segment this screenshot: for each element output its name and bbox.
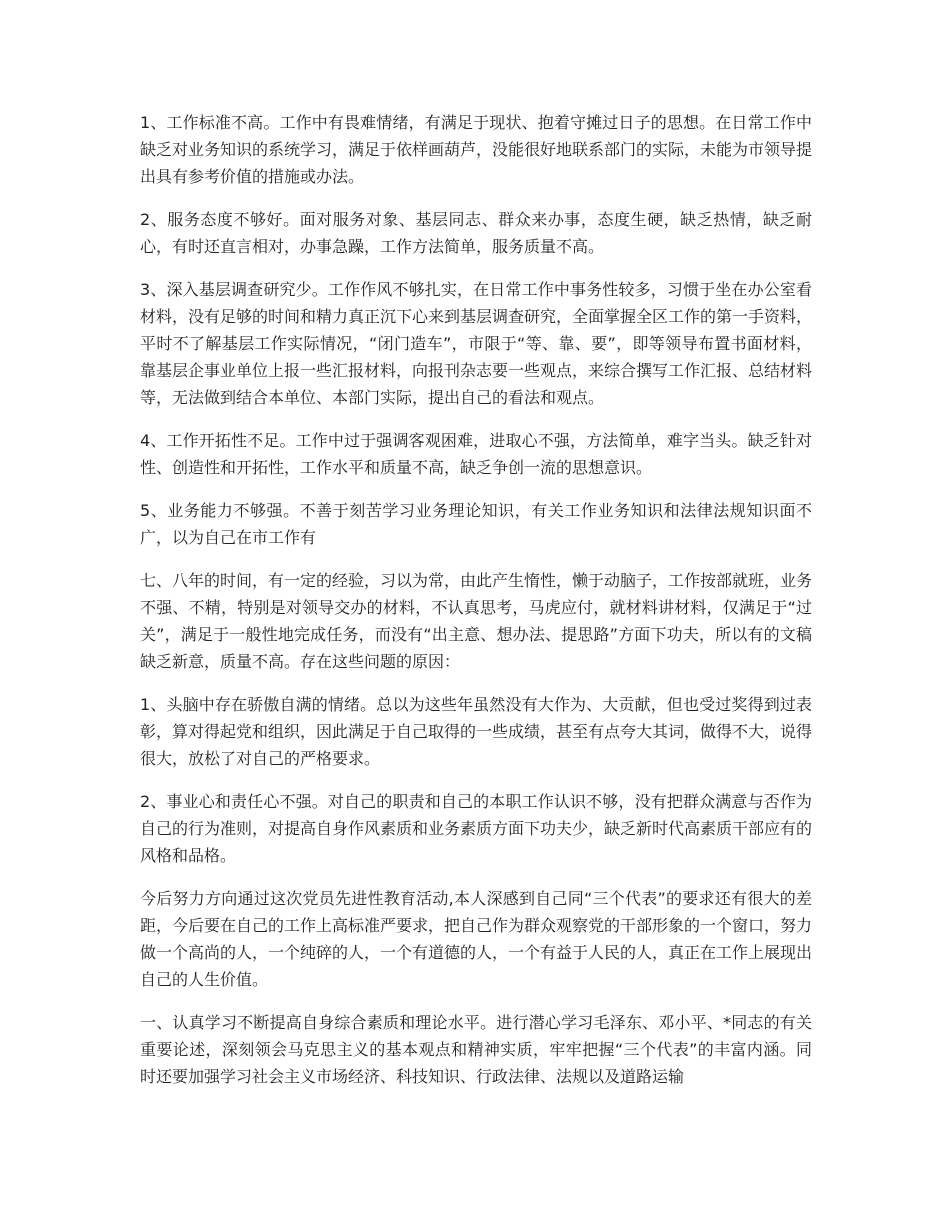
paragraph-work-standard: 1、工作标准不高。工作中有畏难情绪，有满足于现状、抱着守摊过日子的思想。在日常工作中缺乏对业务知识的系统学习，满足于依样画葫芦，没能很好地联系部门的实际，未能为市领导提出具有参考价值的措施或办法。: [140, 113, 813, 186]
paragraph-responsibility: 2、事业心和责任心不强。对自己的职责和自己的本职工作认识不够，没有把群众满意与否作为自己的行为准则，对提高自身作风素质和业务素质方面下功夫少，缺乏新时代高素质干部应有的风格和品格。: [140, 792, 813, 865]
paragraph-service-attitude: 2、服务态度不够好。面对服务对象、基层同志、群众来办事，态度生硬，缺乏热情，缺乏耐心，有时还直言相对，办事急躁，工作方法简单，服务质量不高。: [140, 210, 812, 256]
paragraph-complacency: 1、头脑中存在骄傲自满的情绪。总以为这些年虽然没有大作为、大贡献，但也受过奖得到过表彰，算对得起党和组织，因此满足于自己取得的一些成绩，甚至有点夸大其词，做得不大，说得很大，放松了对自己的严格要求。: [140, 695, 813, 768]
paragraph-study-theory: 一、认真学习不断提高自身综合素质和理论水平。进行潜心学习毛泽东、邓小平、*同志的有关重要论述，深刻领会马克思主义的基本观点和精神实质，牢牢把握“三个代表”的丰富内涵。同时还要加强学习社会主义市场经济、科技知识、行政法律、法规以及道路运输: [140, 1013, 812, 1086]
paragraph-grassroots-research: 3、深入基层调查研究少。工作作风不够扎实，在日常工作中事务性较多，习惯于坐在办公室看材料，没有足够的时间和精力真正沉下心来到基层调查研究，全面掌握全区工作的第一手资料，平时不了解基层工作实际情况，“闭门造车”，市限于“等、靠、要”，即等领导布置书面材料，靠基层企事业单位上报一些汇报材料，向报刊杂志要一些观点，来综合撰写工作汇报、总结材料等，无法做到结合本单位、本部门实际，提出自己的看法和观点。: [140, 280, 813, 407]
paragraph-future-direction: 今后努力方向通过这次党员先进性教育活动,本人深感到自己同“三个代表”的要求还有很大的差距，今后要在自己的工作上高标准严要求，把自己作为群众观察党的干部形象的一个窗口，努力做一个高尚的人，一个纯碎的人，一个有道德的人，一个有益于人民的人，真正在工作上展现出自己的人生价值。: [140, 889, 813, 989]
document-body: [140, 109, 812, 1106]
paragraph-pioneering: 4、工作开拓性不足。工作中过于强调客观困难，进取心不强，方法简单，难字当头。缺乏针对性、创造性和开拓性，工作水平和质量不高，缺乏争创一流的思想意识。: [140, 431, 812, 477]
paragraph-business-ability: 5、业务能力不够强。不善于刻苦学习业务理论知识，有关工作业务知识和法律法规知识面不广，以为自己在市工作有: [140, 501, 812, 547]
paragraph-experience-inertia: 七、八年的时间，有一定的经验，习以为常，由此产生惰性，懒于动脑子，工作按部就班，业务不强、不精，特别是对领导交办的材料，不认真思考，马虎应付，就材料讲材料，仅满足于“过关”，满足于一般性地完成任务，而没有“出主意、想办法、提思路”方面下功夫，所以有的文稿缺乏新意，质量不高。存在这些问题的原因：: [140, 571, 813, 671]
